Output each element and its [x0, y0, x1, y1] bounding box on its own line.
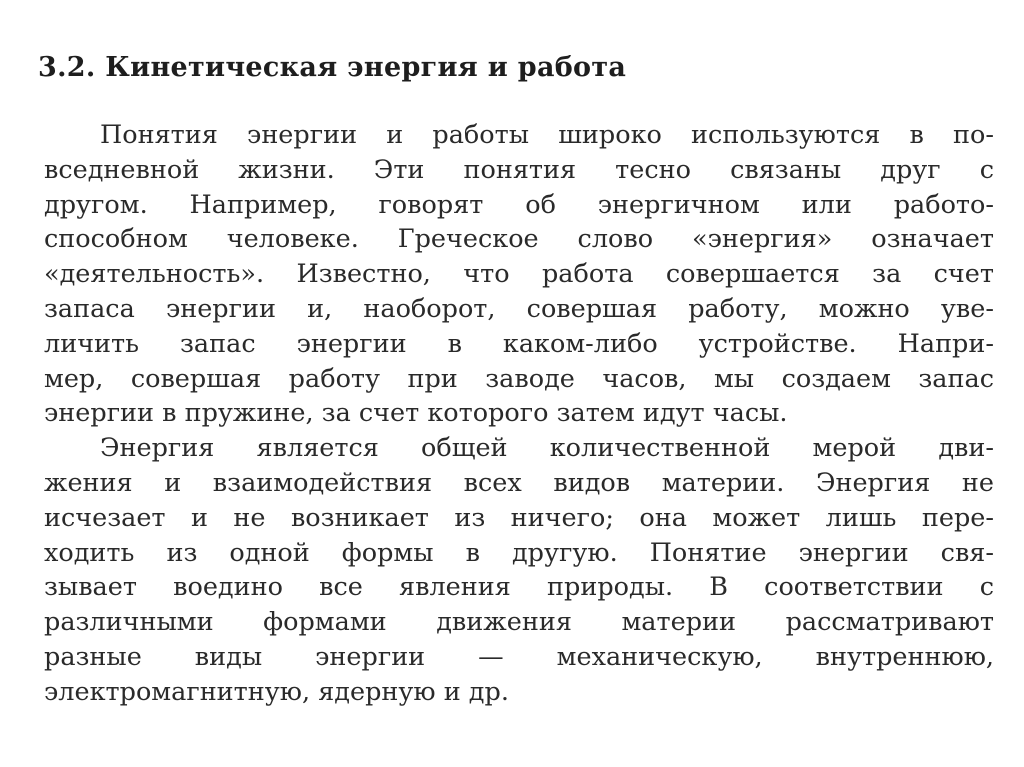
body-text: [44, 118, 994, 710]
section-heading: 3.2. Кинетическая энергия и работа: [38, 52, 627, 83]
text-line: электромагнитную, ядерную и др.: [44, 676, 509, 707]
text-line: другом. Например, говорят об энергичном или работо-: [44, 189, 994, 220]
text-line: различными формами движения материи рассматривают: [44, 607, 994, 638]
text-line: жения и взаимодействия всех видов материи. Энергия не: [44, 467, 994, 498]
text-line: энергии в пружине, за счет которого затем идут часы.: [44, 398, 788, 429]
text-line: запаса энергии и, наоборот, совершая работу, можно уве-: [44, 293, 994, 324]
text-line: мер, совершая работу при заводе часов, мы создаем запас: [44, 363, 994, 394]
text-line: вседневной жизни. Эти понятия тесно связаны друг с: [44, 154, 994, 185]
text-line: ходить из одной формы в другую. Понятие энергии свя-: [44, 537, 994, 568]
text-line: «деятельность». Известно, что работа совершается за счет: [44, 259, 994, 290]
text-line: Энергия является общей количественной мерой дви-: [100, 433, 994, 464]
text-line: разные виды энергии — механическую, внутреннюю,: [44, 641, 994, 672]
text-line: зывает воедино все явления природы. В соответствии с: [44, 572, 994, 603]
text-line: личить запас энергии в каком-либо устройстве. Напри-: [44, 328, 994, 359]
text-line: способном человеке. Греческое слово «энергия» означает: [44, 224, 994, 255]
text-line: Понятия энергии и работы широко используются в по-: [100, 120, 994, 150]
text-line: исчезает и не возникает из ничего; она может лишь пере-: [44, 502, 994, 533]
